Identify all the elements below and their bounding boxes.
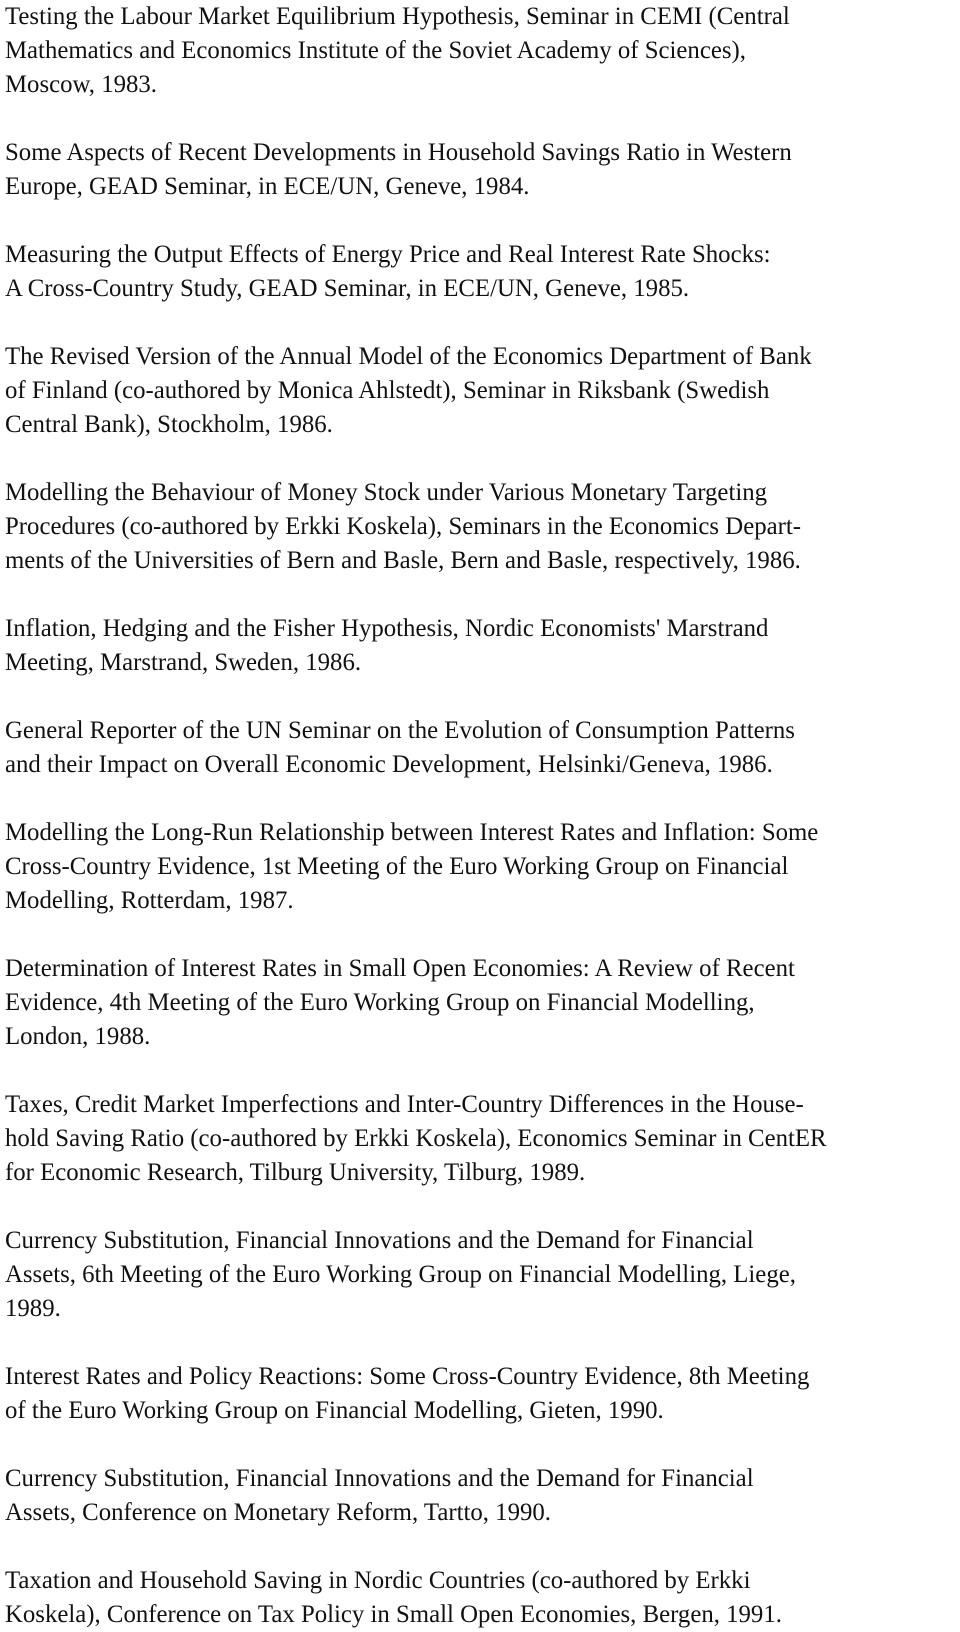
entry-line: Procedures (co-authored by Erkki Koskela), Seminars in the Economics Depart-: [5, 513, 802, 540]
entry-spacer: [5, 1190, 955, 1224]
publication-entry: [5, 714, 955, 782]
entry-spacer: [5, 1054, 955, 1088]
entry-line: Testing the Labour Market Equilibrium Hypothesis, Seminar in CEMI (Central: [5, 3, 790, 30]
entry-line: Taxes, Credit Market Imperfections and Inter-Country Differences in the House-: [5, 1091, 804, 1118]
entry-line: Inflation, Hedging and the Fisher Hypothesis, Nordic Economists' Marstrand: [5, 615, 769, 642]
entry-line: Interest Rates and Policy Reactions: Some Cross-Country Evidence, 8th Meeting: [5, 1363, 810, 1390]
entry-line: of Finland (co-authored by Monica Ahlstedt), Seminar in Riksbank (Swedish: [5, 377, 770, 404]
publication-entry: [5, 476, 955, 578]
entry-line: Meeting, Marstrand, Sweden, 1986.: [5, 649, 362, 676]
entry-line: The Revised Version of the Annual Model of the Economics Department of Bank: [5, 343, 812, 370]
publication-entry: [5, 1224, 955, 1326]
entry-line: Assets, 6th Meeting of the Euro Working Group on Financial Modelling, Liege,: [5, 1261, 796, 1288]
entry-line: of the Euro Working Group on Financial Modelling, Gieten, 1990.: [5, 1397, 664, 1424]
entry-line: A Cross-Country Study, GEAD Seminar, in ECE/UN, Geneve, 1985.: [5, 275, 690, 302]
entry-line: Some Aspects of Recent Developments in Household Savings Ratio in Western: [5, 139, 792, 166]
publication-entry: [5, 816, 955, 918]
entry-spacer: [5, 306, 955, 340]
entry-line: Modelling the Long-Run Relationship between Interest Rates and Inflation: Some: [5, 819, 819, 846]
document-body: [5, 0, 955, 1632]
entry-spacer: [5, 1326, 955, 1360]
entry-line: Assets, Conference on Monetary Reform, Tartto, 1990.: [5, 1499, 551, 1526]
entry-line: Central Bank), Stockholm, 1986.: [5, 411, 333, 438]
entry-line: Mathematics and Economics Institute of the Soviet Academy of Sciences),: [5, 37, 746, 64]
entry-line: Taxation and Household Saving in Nordic Countries (co-authored by Erkki: [5, 1567, 751, 1594]
entry-line: Europe, GEAD Seminar, in ECE/UN, Geneve, 1984.: [5, 173, 530, 200]
entry-line: London, 1988.: [5, 1023, 151, 1050]
entry-line: Cross-Country Evidence, 1st Meeting of the Euro Working Group on Financial: [5, 853, 789, 880]
entry-line: Currency Substitution, Financial Innovations and the Demand for Financial: [5, 1227, 754, 1254]
entry-line: Evidence, 4th Meeting of the Euro Working Group on Financial Modelling,: [5, 989, 755, 1016]
entry-line: and their Impact on Overall Economic Development, Helsinki/Geneva, 1986.: [5, 751, 773, 778]
entry-line: General Reporter of the UN Seminar on the Evolution of Consumption Patterns: [5, 717, 795, 744]
publication-entry: [5, 340, 955, 442]
entry-spacer: [5, 204, 955, 238]
entry-line: Determination of Interest Rates in Small Open Economies: A Review of Recent: [5, 955, 795, 982]
publication-entry: [5, 1088, 955, 1190]
publication-entry: [5, 612, 955, 680]
entry-spacer: [5, 1530, 955, 1564]
entry-line: hold Saving Ratio (co-authored by Erkki Koskela), Economics Seminar in CentER: [5, 1125, 827, 1152]
entry-line: Currency Substitution, Financial Innovations and the Demand for Financial: [5, 1465, 754, 1492]
entry-line: Measuring the Output Effects of Energy Price and Real Interest Rate Shocks:: [5, 241, 771, 268]
entry-line: Moscow, 1983.: [5, 71, 157, 98]
entry-spacer: [5, 782, 955, 816]
entry-line: for Economic Research, Tilburg University, Tilburg, 1989.: [5, 1159, 586, 1186]
entry-spacer: [5, 578, 955, 612]
entry-line: Koskela), Conference on Tax Policy in Small Open Economies, Bergen, 1991.: [5, 1601, 782, 1628]
publication-entry: [5, 136, 955, 204]
publication-entry: [5, 952, 955, 1054]
entry-line: Modelling, Rotterdam, 1987.: [5, 887, 294, 914]
publication-entry: [5, 1564, 955, 1632]
publication-entry: [5, 238, 955, 306]
entry-spacer: [5, 680, 955, 714]
entry-line: Modelling the Behaviour of Money Stock under Various Monetary Targeting: [5, 479, 768, 506]
entry-spacer: [5, 442, 955, 476]
publication-entry: [5, 0, 955, 102]
entry-spacer: [5, 918, 955, 952]
entry-spacer: [5, 1428, 955, 1462]
entry-line: 1989.: [5, 1295, 61, 1322]
entry-line: ments of the Universities of Bern and Basle, Bern and Basle, respectively, 1986.: [5, 547, 801, 574]
publication-entry: [5, 1462, 955, 1530]
entry-spacer: [5, 102, 955, 136]
publication-entry: [5, 1360, 955, 1428]
